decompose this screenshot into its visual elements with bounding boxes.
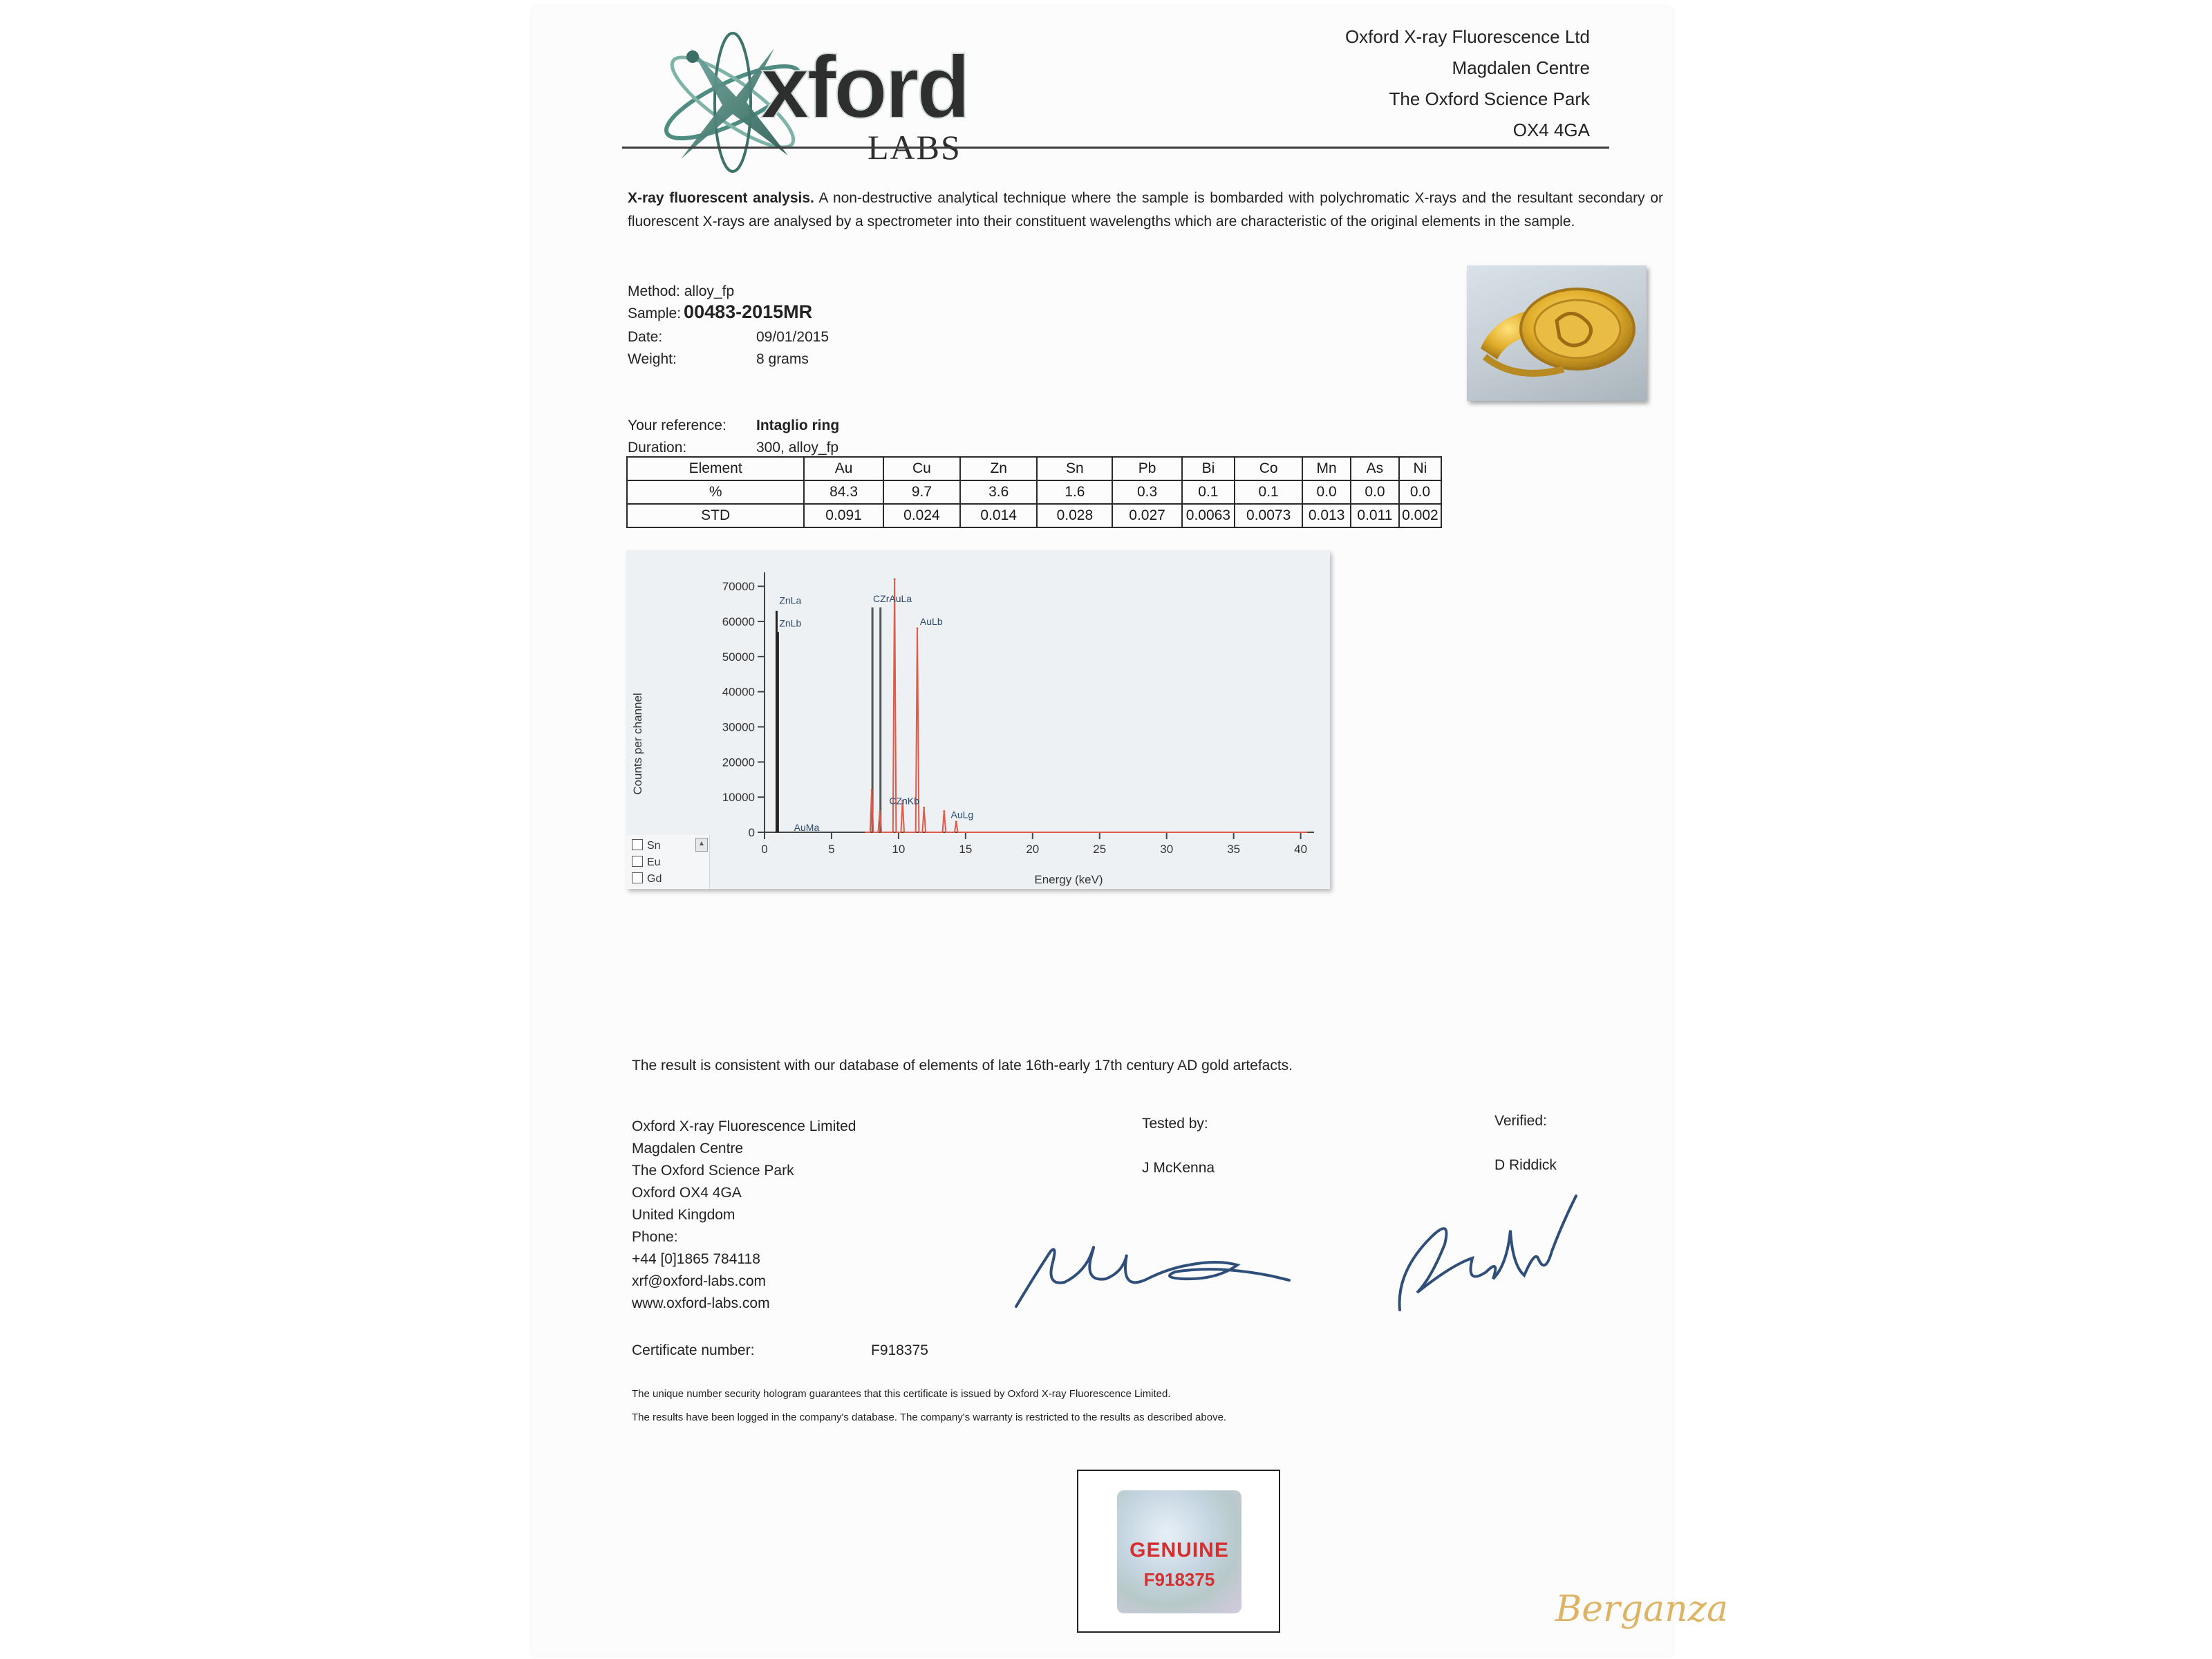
- table-cell: %: [627, 480, 804, 504]
- y-axis-label: Counts per channel: [631, 693, 644, 795]
- element-markers: [776, 608, 880, 832]
- x-axis-label: Energy (keV): [1034, 873, 1103, 886]
- contact-line: The Oxford Science Park: [632, 1163, 794, 1179]
- table-cell: 0.1: [1235, 480, 1302, 504]
- y-tick-label: 50000: [722, 650, 755, 664]
- y-tick-label: 60000: [722, 615, 755, 628]
- contact-website[interactable]: www.oxford-labs.com: [632, 1295, 770, 1311]
- table-header: Sn: [1037, 457, 1112, 480]
- table-cell: 0.0: [1302, 480, 1351, 504]
- berganza-watermark: Berganza: [1555, 1588, 1729, 1630]
- table-cell: 0.3: [1112, 480, 1181, 504]
- contact-email[interactable]: xrf@oxford-labs.com: [632, 1273, 767, 1289]
- tested-by-signature: [1009, 1217, 1306, 1320]
- reference-row: [628, 418, 840, 434]
- weight-label: Weight:: [628, 351, 677, 367]
- disclaimer-line: The unique number security hologram guarantees that this certificate is issued by Oxford X-ray Fluorescence Limited.: [632, 1388, 1171, 1400]
- duration-value: 300, alloy_fp: [756, 440, 839, 456]
- element-composition-table: [626, 456, 1442, 528]
- table-cell: 3.6: [960, 480, 1037, 504]
- peak-label: CZrAuLa: [873, 593, 912, 605]
- contact-phone: +44 [0]1865 784118: [632, 1251, 760, 1267]
- y-tick-label: 30000: [722, 720, 755, 734]
- method-label: Method:: [628, 283, 680, 299]
- table-header: Cu: [883, 457, 960, 480]
- spectrum-peak: [871, 789, 873, 791]
- sample-label: Sample:: [628, 306, 682, 321]
- table-header: Bi: [1182, 457, 1235, 480]
- x-tick-label: 20: [1026, 843, 1040, 856]
- peak-label: CZnKb: [889, 795, 919, 807]
- checkbox-box[interactable]: [632, 872, 643, 883]
- duration-row: [628, 440, 839, 456]
- weight-row: [628, 351, 809, 368]
- x-tick-label: 5: [828, 843, 835, 856]
- spectrum-peak: [879, 810, 881, 812]
- table-header: Ni: [1399, 457, 1441, 480]
- sample-row: [628, 301, 812, 323]
- address-line: Oxford X-ray Fluorescence Ltd: [1344, 26, 1590, 47]
- peak-label: ZnLa: [779, 594, 802, 606]
- table-cell: 0.014: [960, 504, 1037, 527]
- x-tick-label: 30: [1160, 843, 1174, 856]
- spectrum-peak: [923, 807, 925, 809]
- table-row: [627, 504, 1441, 527]
- table-header: As: [1351, 457, 1399, 480]
- table-header: Element: [627, 457, 804, 480]
- disclaimer-line: The results have been logged in the company's database. The company's warranty is restricted to the results as described above.: [632, 1412, 1227, 1423]
- y-tick-label: 70000: [722, 580, 755, 594]
- peak-annotations: [779, 593, 973, 833]
- date-row: [628, 329, 830, 346]
- reference-value: Intaglio ring: [756, 418, 840, 433]
- verified-label: Verified:: [1494, 1113, 1547, 1129]
- y-axis: [722, 572, 765, 839]
- logo-wordmark: xford: [760, 38, 968, 137]
- peak-label: AuLg: [950, 809, 974, 821]
- table-cell: 84.3: [804, 480, 883, 504]
- table-cell: 0.0: [1351, 480, 1399, 504]
- weight-value: 8 grams: [756, 351, 809, 367]
- table-header: Au: [804, 457, 883, 480]
- element-checkbox-eu[interactable]: [632, 856, 661, 869]
- logo-subtitle: LABS: [868, 128, 962, 167]
- address-line: OX4 4GA: [1512, 120, 1590, 140]
- spectrum-peak: [943, 810, 945, 812]
- verified-signature: [1389, 1189, 1590, 1320]
- intro-body: A non-destructive analytical technique where the sample is bombarded with polychromatic X-rays and the resultant secondary or fluorescent X-rays are analysed by a spectrometer into their constituent wavelengths which are characteristic of the original elements in the sample.: [628, 190, 1663, 229]
- contact-line: Phone:: [632, 1229, 678, 1245]
- table-row: [627, 480, 1441, 504]
- table-cell: 0.013: [1302, 504, 1351, 527]
- checkbox-box[interactable]: [632, 839, 643, 850]
- date-label: Date:: [628, 329, 663, 345]
- checkbox-box[interactable]: [632, 856, 643, 867]
- table-header: Zn: [960, 457, 1037, 480]
- scroll-up-icon[interactable]: ▲: [695, 838, 708, 852]
- sample-value: 00483-2015MR: [684, 301, 813, 322]
- peak-label: ZnLb: [779, 617, 802, 629]
- x-tick-label: 35: [1227, 843, 1241, 856]
- x-tick-label: 40: [1294, 843, 1308, 856]
- conclusion-text: The result is consistent with our database of elements of late 16th-early 17th century AD gold artefacts.: [632, 1058, 1293, 1074]
- verified-name: D Riddick: [1494, 1157, 1557, 1173]
- certificate-number-label: Certificate number:: [632, 1342, 755, 1358]
- oxford-labs-logo: [650, 21, 1009, 180]
- y-tick-label: 0: [748, 826, 755, 839]
- contact-line: United Kingdom: [632, 1207, 735, 1223]
- y-tick-label: 20000: [722, 756, 755, 769]
- checkbox-label: Gd: [647, 873, 662, 885]
- table-cell: 0.091: [804, 504, 883, 527]
- spectrum-peak: [955, 821, 957, 823]
- address-line: Magdalen Centre: [1452, 57, 1590, 78]
- xrf-spectrum-chart: [626, 550, 1330, 889]
- x-tick-label: 10: [892, 843, 906, 856]
- lab-address: [1175, 26, 1590, 151]
- table-cell: 0.0073: [1235, 504, 1302, 527]
- table-header: Mn: [1302, 457, 1351, 480]
- hologram-genuine-text: GENUINE: [1130, 1539, 1229, 1562]
- header-divider: [622, 147, 1609, 149]
- spectrum-peak: [894, 579, 896, 581]
- tested-by-label: Tested by:: [1142, 1116, 1208, 1132]
- table-cell: 0.1: [1182, 480, 1235, 504]
- y-tick-label: 40000: [722, 685, 755, 699]
- table-header-row: [627, 457, 1441, 480]
- table-cell: 0.0: [1399, 480, 1441, 504]
- reference-label: Your reference:: [628, 418, 727, 433]
- intro-paragraph: [628, 187, 1663, 234]
- method-value: alloy_fp: [684, 283, 735, 299]
- ring-photo: [1467, 265, 1647, 401]
- table-cell: 0.028: [1037, 504, 1112, 527]
- table-header: Co: [1235, 457, 1302, 480]
- table-cell: STD: [627, 504, 804, 527]
- certificate-number-value: F918375: [871, 1342, 928, 1358]
- spectrum-peak: [917, 628, 919, 630]
- contact-line: Oxford OX4 4GA: [632, 1185, 742, 1201]
- x-tick-label: 25: [1093, 843, 1107, 856]
- table-cell: 9.7: [883, 480, 960, 504]
- element-checkbox-gd[interactable]: [632, 872, 662, 885]
- spectrum-plot: [626, 550, 1330, 889]
- duration-label: Duration:: [628, 440, 687, 456]
- peak-label: AuLb: [919, 616, 943, 628]
- table-cell: 0.011: [1351, 504, 1399, 527]
- y-tick-label: 10000: [722, 791, 755, 805]
- table-cell: 0.002: [1399, 504, 1441, 527]
- method-row: [628, 283, 734, 300]
- table-cell: 0.0063: [1182, 504, 1235, 527]
- table-cell: 0.027: [1112, 504, 1181, 527]
- checkbox-label: Sn: [647, 840, 661, 852]
- x-tick-label: 15: [959, 843, 973, 856]
- security-hologram: [1117, 1490, 1241, 1613]
- table-cell: 1.6: [1037, 480, 1112, 504]
- security-hologram-frame: [1077, 1470, 1280, 1633]
- peak-label: AuMa: [794, 821, 820, 833]
- date-value: 09/01/2015: [756, 329, 830, 345]
- tested-by-name: J McKenna: [1142, 1160, 1215, 1176]
- contact-line: Oxford X-ray Fluorescence Limited: [632, 1118, 856, 1134]
- table-cell: 0.024: [883, 504, 960, 527]
- table-header: Pb: [1112, 457, 1181, 480]
- x-tick-label: 0: [761, 843, 768, 856]
- checkbox-label: Eu: [647, 856, 661, 868]
- contact-line: Magdalen Centre: [632, 1141, 744, 1156]
- intro-lead: X-ray fluorescent analysis.: [628, 190, 814, 206]
- element-checkbox-sn[interactable]: [632, 839, 661, 852]
- hologram-number: F918375: [1143, 1569, 1215, 1590]
- x-axis: [761, 832, 1314, 856]
- element-filter-panel: [626, 835, 710, 889]
- address-line: The Oxford Science Park: [1389, 88, 1590, 109]
